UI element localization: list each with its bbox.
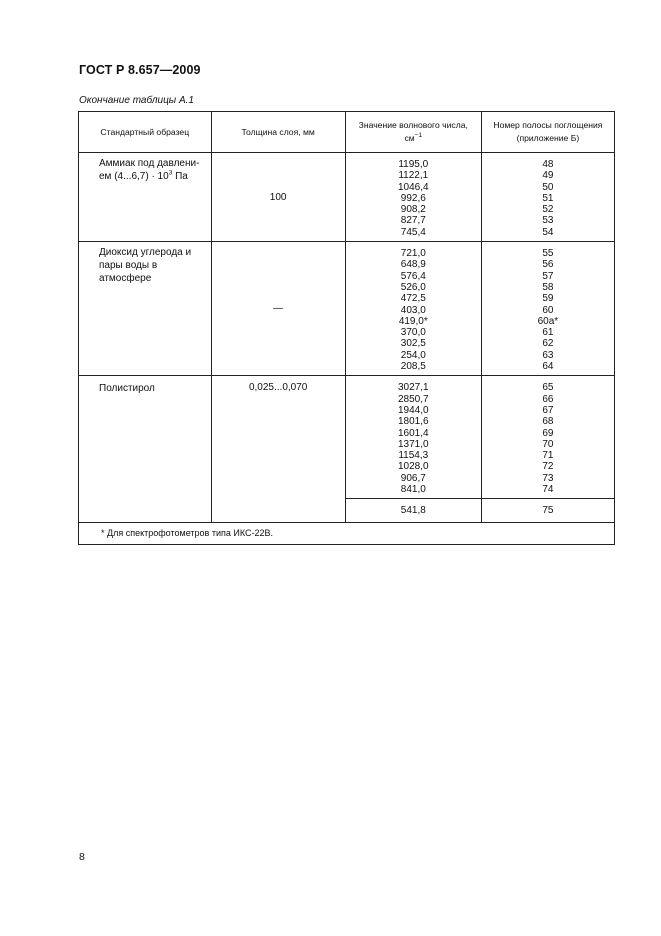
wavenumber-value: 745,4 — [400, 226, 426, 238]
header-wavenumber-unit: см — [404, 133, 415, 143]
wavenumber-cell — [345, 242, 481, 376]
sample-line: Аммиак под давлени- — [99, 158, 200, 169]
wavenumber-value: 541,8 — [345, 499, 481, 523]
wavenumber-cell — [345, 153, 481, 242]
header-thickness: Толщина слоя, мм — [211, 112, 345, 153]
sample-cell — [79, 242, 212, 376]
band-value: 74 — [542, 484, 554, 496]
document-header: ГОСТ Р 8.657—2009 — [79, 63, 201, 77]
sample-cell — [79, 376, 212, 523]
table-footnote: * Для спектрофотометров типа ИКС-22В. — [79, 523, 615, 545]
header-wavenumber-label: Значение волнового числа, — [358, 120, 468, 130]
band-value: 51 — [542, 192, 554, 204]
sample-line: пары воды в атмосфере — [99, 260, 158, 285]
band-value: 75 — [481, 499, 614, 523]
wavenumber-cell — [345, 376, 481, 499]
table-row-ammonia — [79, 153, 615, 242]
band-value: 50 — [542, 181, 554, 193]
wavenumber-value: 1122,1 — [398, 170, 429, 182]
wavenumber-value: 1046,4 — [397, 181, 429, 193]
thickness-cell: 100 — [211, 153, 345, 242]
band-value: 60 — [542, 304, 554, 316]
band-value: 56 — [542, 259, 554, 271]
band-value: 57 — [542, 270, 554, 282]
wavenumber-value: 721,0 — [400, 248, 426, 260]
band-value: 63 — [542, 349, 554, 361]
header-wavenumber-unit-exp: −1 — [414, 132, 423, 140]
wavenumber-value: 1944,0 — [397, 404, 429, 416]
band-cell — [481, 153, 614, 242]
wavenumber-value: 841,0 — [400, 484, 426, 496]
band-value: 58 — [542, 281, 554, 293]
wavenumber-value: 576,4 — [400, 270, 426, 282]
wavenumber-value: 1154,3 — [398, 450, 429, 462]
wavenumber-value: 403,0 — [400, 304, 426, 316]
band-value: 70 — [542, 438, 554, 450]
wavenumber-value: 1371,0 — [397, 438, 429, 450]
header-band — [481, 112, 614, 153]
thickness-cell: 0,025...0,070 — [211, 376, 345, 523]
page-number: 8 — [79, 851, 85, 863]
thickness-cell: — — [211, 242, 345, 376]
band-value: 68 — [542, 416, 554, 428]
band-value: 52 — [542, 204, 554, 216]
band-value: 67 — [542, 404, 554, 416]
band-value: 73 — [542, 472, 554, 484]
band-value: 54 — [542, 226, 554, 238]
wavenumber-value: 472,5 — [400, 293, 426, 305]
band-cell — [481, 376, 614, 499]
data-table — [78, 111, 615, 545]
band-value: 66 — [542, 393, 554, 405]
wavenumber-value: 1028,0 — [397, 461, 429, 473]
band-value: 48 — [542, 159, 554, 170]
band-value: 69 — [542, 427, 554, 439]
wavenumber-value: 302,5 — [400, 338, 426, 350]
table-caption: Окончание таблицы А.1 — [79, 95, 194, 106]
table-footnote-row — [79, 523, 615, 545]
wavenumber-value: 992,6 — [400, 192, 426, 204]
sample-line: Диоксид углерода и — [99, 247, 192, 259]
band-value: 60а* — [537, 315, 559, 327]
band-value: 61 — [542, 327, 554, 339]
wavenumber-value: 906,7 — [400, 472, 426, 484]
band-value: 65 — [542, 382, 554, 394]
band-value: 72 — [542, 461, 554, 473]
band-value: 49 — [542, 170, 554, 182]
wavenumber-value: 370,0 — [400, 327, 426, 339]
wavenumber-value: 908,2 — [400, 204, 426, 216]
wavenumber-value: 3027,1 — [397, 382, 429, 394]
wavenumber-value: 1195,0 — [398, 159, 429, 170]
wavenumber-value: 1601,4 — [397, 427, 429, 439]
wavenumber-value: 1801,6 — [397, 416, 429, 428]
table-row-polystyrene — [79, 376, 615, 499]
wavenumber-value: 2850,7 — [397, 393, 429, 405]
wavenumber-value: 419,0* — [398, 315, 428, 327]
sample-line: ем $(4...6,7) \cdot 10^3$ Па — [99, 169, 188, 182]
band-value: 59 — [542, 293, 554, 305]
table-header-row — [79, 112, 615, 153]
header-band-line2: (приложение Б) — [516, 133, 580, 143]
band-value: 62 — [542, 338, 554, 350]
sample-cell — [79, 153, 212, 242]
band-value: 55 — [542, 248, 554, 260]
band-value: 71 — [542, 450, 554, 462]
wavenumber-value: 648,9 — [400, 259, 426, 271]
header-wavenumber — [345, 112, 481, 153]
header-band-line1: Номер полосы поглощения — [493, 120, 603, 130]
band-value: 64 — [542, 361, 554, 373]
wavenumber-value: 526,0 — [400, 281, 426, 293]
wavenumber-value: 208,5 — [400, 361, 426, 373]
wavenumber-value: 827,7 — [400, 215, 426, 227]
table-row-co2 — [79, 242, 615, 376]
band-value: 53 — [542, 215, 554, 227]
band-cell — [481, 242, 614, 376]
wavenumber-value: 254,0 — [400, 349, 426, 361]
sample-line: Полистирол — [99, 383, 155, 395]
header-sample: Стандартный образец — [79, 112, 212, 153]
